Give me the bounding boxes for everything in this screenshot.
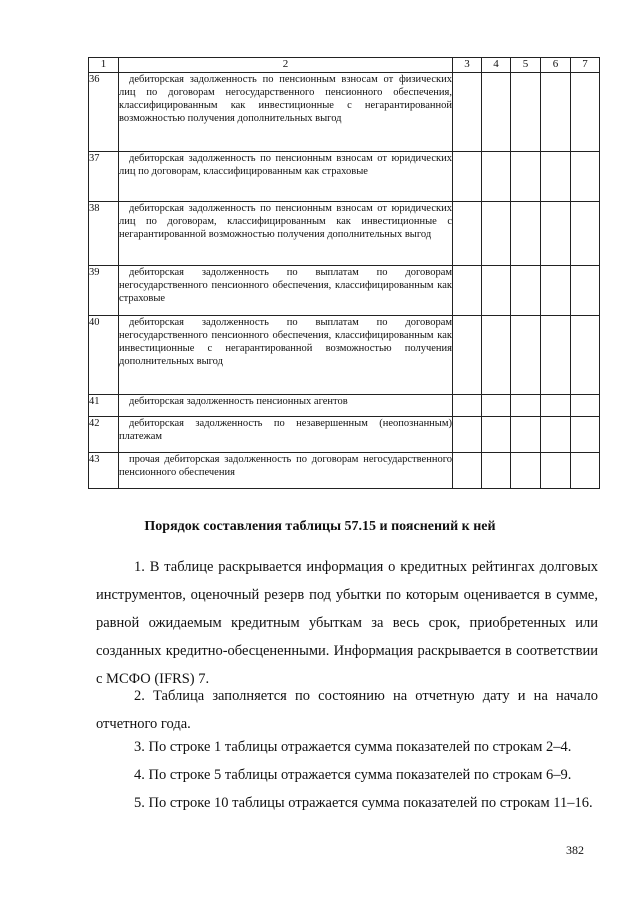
table-row [89,266,600,316]
row-number: 38 [89,202,119,266]
value-cell [571,395,600,417]
value-cell [511,453,541,489]
paragraph [96,682,598,738]
row-text: дебиторская задолженность по пенсионным взносам от физических лиц по договорам негосударственного пенсионного обеспечения, классифицированным как инвестиционные с негарантированной возможностью получения дополнительных выгод [119,74,452,124]
table-row [89,453,600,489]
col-header: 7 [571,58,600,73]
value-cell [571,417,600,453]
table-row [89,395,600,417]
section-title: Порядок составления таблицы 57.15 и пояснений к ней [144,519,496,534]
value-cell [453,152,482,202]
value-cell [511,395,541,417]
row-number: 40 [89,316,119,395]
page-number: 382 [566,843,584,857]
value-cell [511,202,541,266]
value-cell [541,417,571,453]
paragraph-text: 2. Таблица заполняется по состоянию на отчетную дату и на начало отчетного года. [96,688,598,732]
row-text: дебиторская задолженность по незавершенным (неопознанным) платежам [119,418,452,442]
value-cell [482,152,511,202]
row-text: дебиторская задолженность по выплатам по договорам негосударственного пенсионного обеспечения, классифицированным как страховые [119,267,452,304]
value-cell [453,266,482,316]
row-description [119,266,453,316]
row-text: прочая дебиторская задолженность по договорам негосударственного пенсионного обеспечения [119,454,452,478]
value-cell [482,202,511,266]
col-header: 6 [541,58,571,73]
value-cell [511,73,541,152]
value-cell [541,152,571,202]
paragraph-text: 4. По строке 5 таблицы отражается сумма показателей по строкам 6–9. [134,767,572,783]
paragraph [96,553,598,693]
value-cell [541,395,571,417]
value-cell [482,453,511,489]
paragraph [96,789,598,817]
row-number: 36 [89,73,119,152]
value-cell [453,73,482,152]
paragraph-text: 5. По строке 10 таблицы отражается сумма показателей по строкам 11–16. [134,795,593,811]
value-cell [511,417,541,453]
col-header: 3 [453,58,482,73]
value-cell [541,266,571,316]
row-number: 42 [89,417,119,453]
value-cell [453,395,482,417]
value-cell [541,73,571,152]
table-row [89,152,600,202]
value-cell [482,266,511,316]
row-number: 41 [89,395,119,417]
value-cell [453,453,482,489]
receivables-table [88,57,600,489]
paragraph [96,761,598,789]
value-cell [541,453,571,489]
row-description [119,316,453,395]
row-description [119,417,453,453]
row-description [119,152,453,202]
value-cell [453,202,482,266]
value-cell [541,202,571,266]
table-row [89,417,600,453]
col-header: 1 [89,58,119,73]
col-header: 4 [482,58,511,73]
value-cell [571,152,600,202]
paragraph-text: 1. В таблице раскрывается информация о кредитных рейтингах долговых инструментов, оценочный резерв под убытки по которым оценивается в сумме, равной ожидаемым кредитным убыткам за весь срок, приобретенных или созданных кредитно-обесцененными. Информация раскрывается в соответствии с МСФО (IFRS) 7. [96,559,598,687]
table-row [89,73,600,152]
value-cell [511,152,541,202]
value-cell [571,316,600,395]
row-text: дебиторская задолженность по выплатам по договорам негосударственного пенсионного обеспечения, классифицированным как инвестиционные с негарантированной возможностью получения дополнительных выгод [119,317,452,367]
paragraph-text: 3. По строке 1 таблицы отражается сумма показателей по строкам 2–4. [134,739,572,755]
value-cell [571,266,600,316]
value-cell [482,417,511,453]
row-description [119,73,453,152]
value-cell [571,73,600,152]
col-header: 5 [511,58,541,73]
value-cell [511,316,541,395]
row-number: 43 [89,453,119,489]
row-description [119,202,453,266]
row-text: дебиторская задолженность пенсионных агентов [129,396,348,407]
row-text: дебиторская задолженность по пенсионным взносам от юридических лиц по договорам, классифицированным как страховые [119,153,452,177]
value-cell [511,266,541,316]
value-cell [482,73,511,152]
row-text: дебиторская задолженность по пенсионным взносам от юридических лиц по договорам, классифицированным как инвестиционные с негарантированной возможностью получения дополнительных выгод [119,203,452,240]
col-header: 2 [119,58,453,73]
paragraph [96,733,598,761]
value-cell [453,417,482,453]
value-cell [482,316,511,395]
value-cell [541,316,571,395]
value-cell [571,202,600,266]
row-description [119,395,453,417]
table-row [89,316,600,395]
value-cell [482,395,511,417]
row-number: 39 [89,266,119,316]
value-cell [453,316,482,395]
table-row [89,202,600,266]
value-cell [571,453,600,489]
row-number: 37 [89,152,119,202]
table-header-row [89,58,600,73]
row-description [119,453,453,489]
